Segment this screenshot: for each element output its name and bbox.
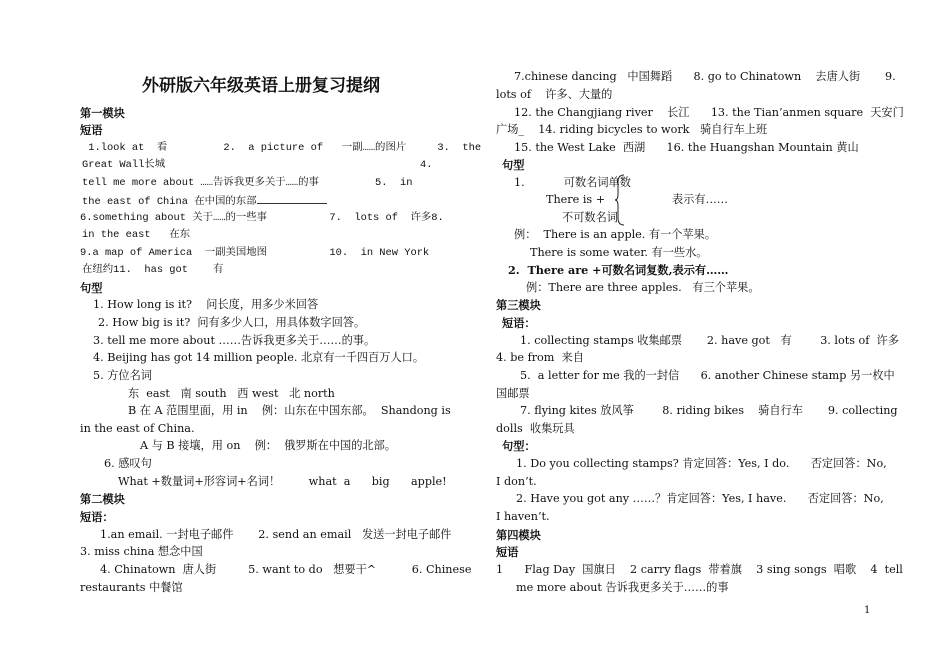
phrase-line: 广场_ 14. riding bicycles to work 骑自行车上班 [496, 123, 768, 136]
grammar-line: 表示有…… [672, 193, 728, 206]
phrase-line: 12. the Changjiang river 长江 13. the Tian’anmen square 天安门 [514, 106, 904, 119]
phrase-line: 7.chinese dancing 中国舞蹈 8. go to Chinatown 去唐人街 9. [514, 70, 896, 83]
phrases-heading: 短语： [80, 510, 114, 524]
grammar-line: 不可数名词 [562, 211, 618, 224]
sentence-line: I haven’t. [496, 510, 550, 523]
module-2-heading: 第二模块 [80, 492, 125, 506]
sentence-line: 5. 方位名词 [93, 369, 152, 382]
phrase-line: Great Wall长城 [82, 159, 166, 171]
phrase-line: 1.look at 看 2. a picture of 一副……的图片 3. the [82, 142, 482, 154]
sentences-heading: 句型： [502, 439, 536, 453]
sentence-line: B 在 A 范围里面，用 in 例：山东在中国东部。 Shandong is [128, 404, 451, 417]
sentence-line: 3. tell me more about ……告诉我更多关于……的事。 [93, 334, 376, 347]
sentence-line: 东 east 南 south 西 west 北 north [128, 387, 335, 400]
sentence-line: What +数量词+形容词+名词！ what a big apple! [118, 475, 447, 488]
sentences-heading: 句型 [502, 158, 525, 172]
phrase-line: 4. Chinatown 唐人街 5. want to do 想要干^ 6. Chinese [100, 563, 472, 576]
phrase-line: 4. be from 来自 [496, 351, 584, 364]
sentence-line: A 与 B 接壤，用 on 例： 俄罗斯在中国的北部。 [140, 439, 396, 452]
phrases-heading: 短语 [80, 123, 103, 137]
phrases-heading: 短语： [502, 316, 536, 330]
phrases-heading: 短语 [496, 545, 519, 559]
phrase-line: in the east 在东 [82, 229, 191, 241]
module-1-heading: 第一模块 [80, 106, 125, 120]
phrase-line: 1 Flag Day 国旗日 2 carry flags 带着旗 3 sing songs 唱歌 4 tell [496, 563, 903, 576]
phrase-line: 3. miss china 想念中国 [80, 545, 203, 558]
phrase-line: 6.something about 关于……的一些事 7. lots of 许多8. [80, 212, 444, 224]
phrase-line: lots of 许多、大量的 [496, 88, 613, 101]
phrase-line: the east of China 在中国的东部 [82, 193, 327, 209]
phrase-line: 7. flying kites 放风筝 8. riding bikes 骑自行车 9. collecting [520, 404, 898, 417]
sentence-line: 1. How long is it? 问长度，用多少米回答 [93, 298, 319, 311]
document-title: 外研版六年级英语上册复习提纲 [142, 76, 380, 96]
sentences-heading: 句型 [80, 281, 103, 295]
phrase-line: me more about 告诉我更多关于……的事 [516, 581, 729, 594]
phrase-line: tell me more about ……告诉我更多关于……的事 5. in [82, 177, 413, 189]
grammar-line: There is + [546, 193, 606, 206]
phrase-line: 国邮票 [496, 387, 530, 400]
sentence-line: 1. Do you collecting stamps? 肯定回答：Yes, I do. 否定回答：No, [516, 457, 887, 470]
module-3-heading: 第三模块 [496, 298, 541, 312]
example-line: 例：There are three apples. 有三个苹果。 [526, 281, 760, 294]
example-line: There is some water. 有一些水。 [530, 246, 708, 259]
phrase-line: restaurants 中餐馆 [80, 581, 183, 594]
example-line: 例： There is an apple. 有一个苹果。 [514, 228, 717, 241]
phrase-line: 9.a map of America 一副美国地图 10. in New York [80, 247, 430, 259]
phrase-line: dolls 收集玩具 [496, 422, 575, 435]
blank-underline [257, 193, 327, 204]
sentence-line: I don’t. [496, 475, 537, 488]
sentence-line: 6. 感叹句 [104, 457, 152, 470]
page-number: 1 [864, 605, 871, 616]
sentence-line: 2. Have you got any ……？肯定回答：Yes, I have. 否定回答：No, [516, 492, 884, 505]
module-4-heading: 第四模块 [496, 528, 541, 542]
sentence-line: in the east of China. [80, 422, 195, 435]
phrase-line: 4. [420, 159, 433, 171]
phrase-line: 15. the West Lake 西湖 16. the Huangshan Mountain 黄山 [514, 141, 859, 154]
phrase-line: 在纽约11. has got 有 [82, 264, 224, 276]
sentence-line: 4. Beijing has got 14 million people. 北京有一千四百万人口。 [93, 351, 425, 364]
grammar-line: 1. 可数名词单数 [514, 176, 631, 189]
phrase-line: 5. a letter for me 我的一封信 6. another Chinese stamp 另一枚中 [520, 369, 895, 382]
sentence-line: 2. How big is it? 问有多少人口，用具体数字回答。 [98, 316, 366, 329]
phrase-line: 1.an email. 一封电子邮件 2. send an email 发送一封电子邮件 [100, 528, 452, 541]
phrase-line: 1. collecting stamps 收集邮票 2. have got 有 3. lots of 许多 [520, 334, 899, 347]
grammar-line: 2. There are +可数名词复数,表示有…… [508, 263, 729, 277]
